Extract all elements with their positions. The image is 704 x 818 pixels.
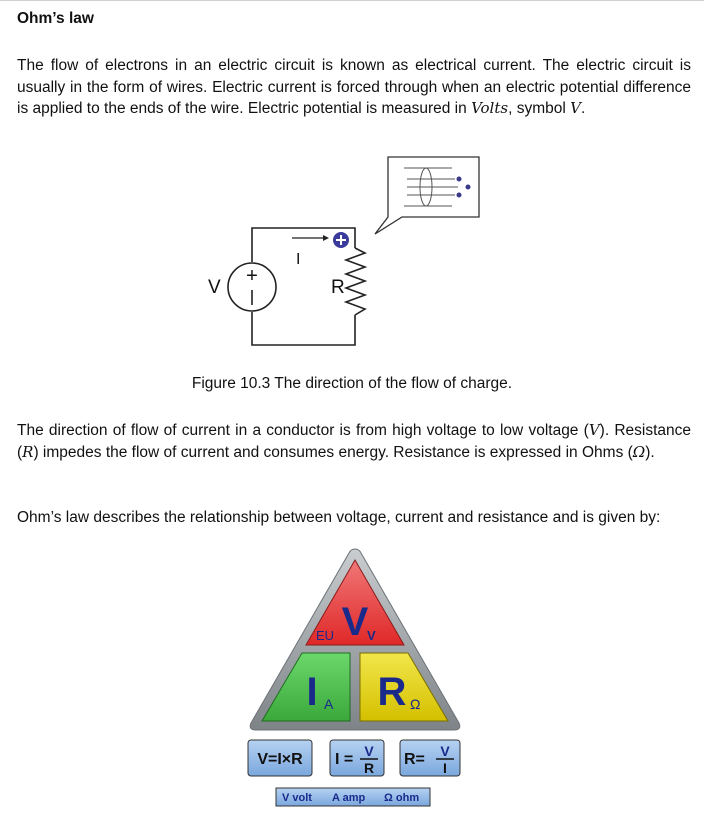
units-legend bbox=[276, 788, 430, 806]
resistor-label: R bbox=[331, 277, 345, 298]
triangle-i-letter: I bbox=[306, 670, 318, 714]
paragraph-ohms-law: Ohm’s law describes the relationship between voltage, current and resistance and is given by: bbox=[17, 509, 661, 526]
circuit-diagram bbox=[190, 150, 510, 360]
triangle-eu-sub: EU bbox=[316, 628, 335, 643]
voltage-label: V bbox=[208, 277, 221, 298]
legend-volt: V volt bbox=[282, 792, 312, 804]
figure-caption: Figure 10.3 The direction of the flow of charge. bbox=[191, 375, 513, 392]
triangle-a-sub: A bbox=[324, 696, 334, 712]
unit-volts: Volts bbox=[471, 99, 509, 117]
formula-r-num: V bbox=[440, 743, 450, 759]
current-label: I bbox=[296, 251, 301, 268]
formula-i-num: V bbox=[364, 743, 374, 759]
formula-v-box bbox=[248, 740, 312, 776]
section-title: Ohm’s law bbox=[17, 10, 94, 27]
positive-charge-icon bbox=[333, 232, 349, 248]
formula-r-lhs: R= bbox=[404, 751, 425, 768]
paragraph-direction: The direction of flow of current in a conductor is from high voltage to low voltage (V). Resistance (R) impedes the flow of current and consumes energy. Resistance is expressed in Ohms (Ω). bbox=[17, 421, 692, 461]
plus-sign: + bbox=[246, 265, 258, 287]
formula-i-lhs: I = bbox=[335, 751, 354, 768]
legend-ohm: Ω ohm bbox=[384, 792, 420, 804]
legend-amp: A amp bbox=[332, 792, 366, 804]
symbol-v: V bbox=[570, 99, 581, 117]
triangle-v-sub: V bbox=[367, 628, 376, 643]
top-divider bbox=[0, 0, 704, 1]
formula-v: V=I×R bbox=[257, 751, 303, 768]
paragraph-intro: The flow of electrons in an electric circuit is known as electrical current. The electric circuit is usually in the form of wires. Electric current is forced through when an electric potential difference is applied to the ends of the wire. Electric potential is measured in Volts, symbol V. bbox=[17, 57, 691, 117]
triangle-r-letter: R bbox=[377, 670, 407, 714]
formula-i-den: R bbox=[363, 760, 375, 776]
ohms-law-triangle bbox=[240, 545, 470, 810]
formula-i-box bbox=[330, 740, 384, 776]
formula-r-box bbox=[400, 740, 460, 776]
formula-r-den: I bbox=[443, 760, 447, 776]
triangle-v-letter: V bbox=[341, 600, 369, 644]
triangle-ohm-sub: Ω bbox=[410, 696, 421, 712]
